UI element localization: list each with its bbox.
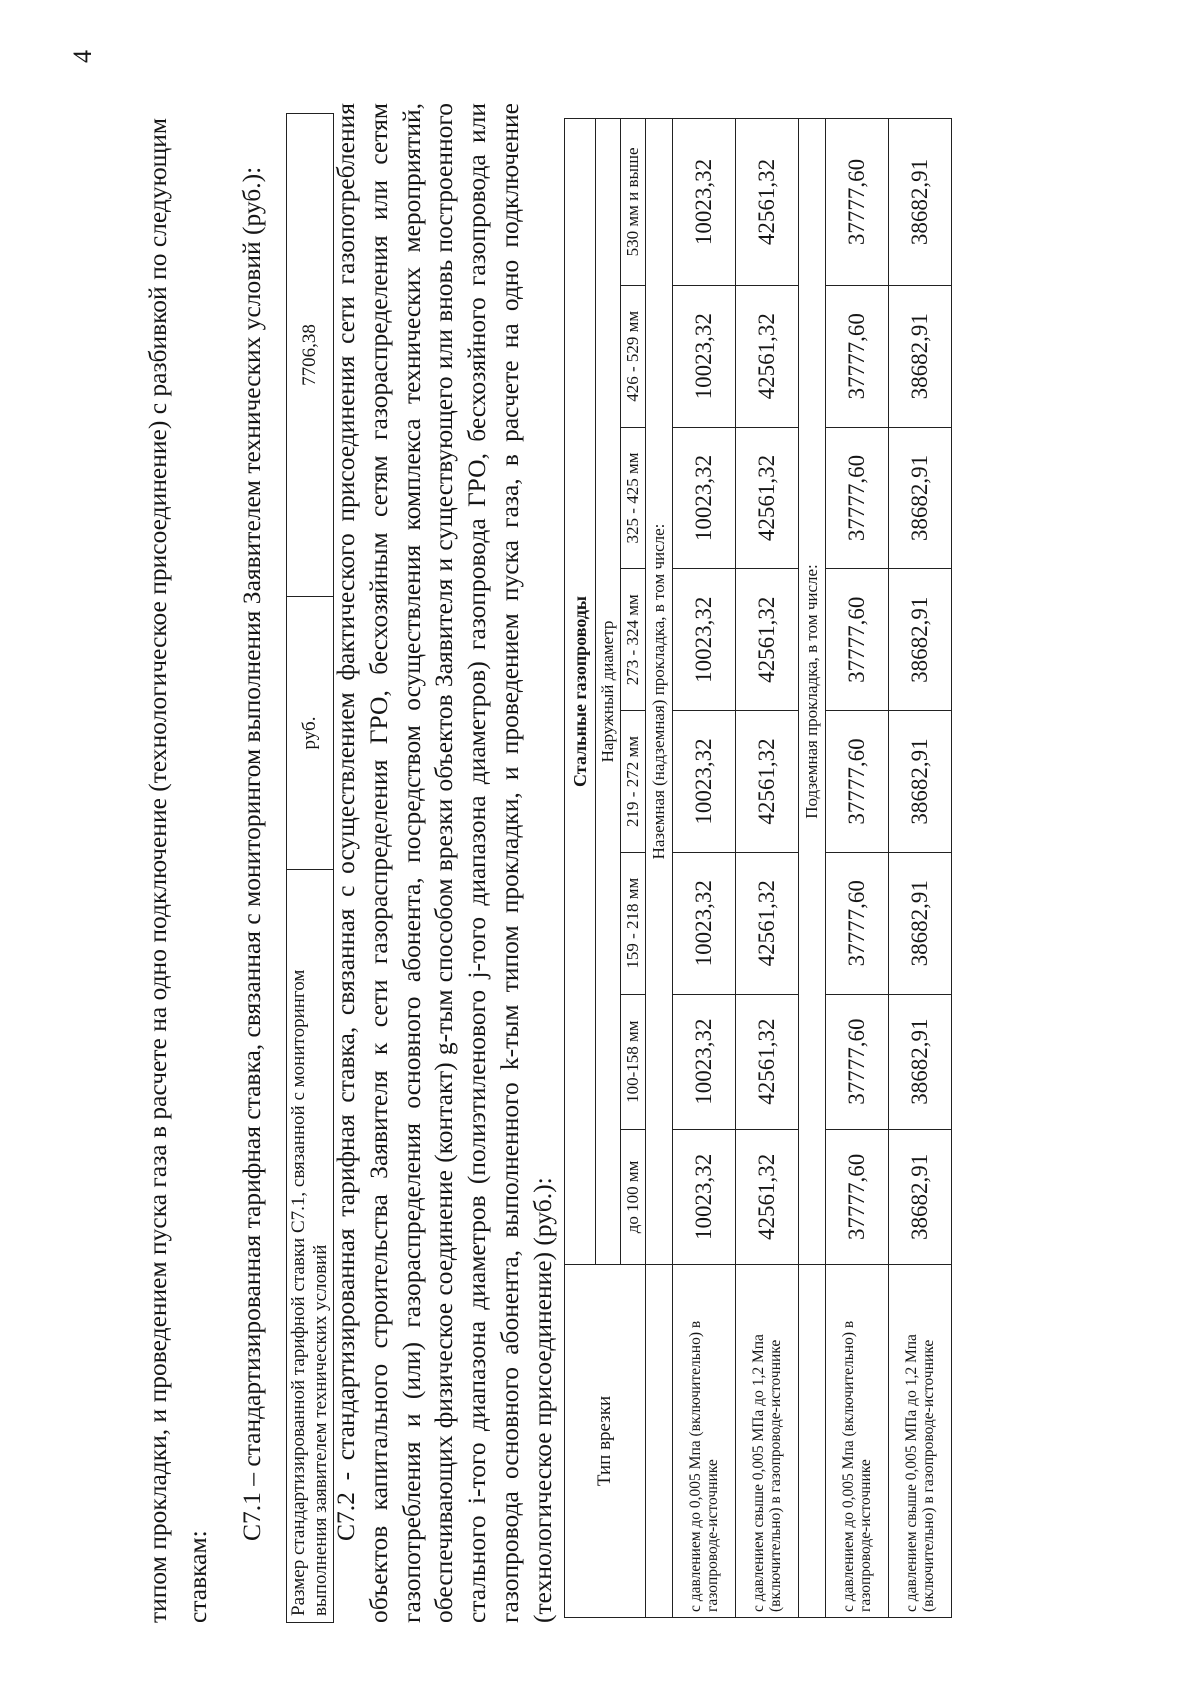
table-row <box>673 119 736 1618</box>
table-cell: 38682,91 <box>889 427 952 569</box>
diameter-header: Наружный диаметр <box>596 119 621 1265</box>
c71-description-cell: Размер стандартизированной тарифной ставки С7.1, связанной с мониторингом выполнения заявителем технических условий <box>287 870 334 1623</box>
table-cell: 37777,60 <box>826 994 889 1129</box>
table-cell: 42561,32 <box>736 994 799 1129</box>
intro-paragraph: типом прокладки, и проведением пуска газа в расчете на одно подключение (технологическое присоединение) с разбивкой по следующим ставкам: <box>143 117 212 1623</box>
column-header: 530 мм и выше <box>621 119 646 286</box>
section-row <box>646 119 673 1618</box>
section-spacer <box>799 1265 826 1618</box>
column-header: до 100 мм <box>621 1129 646 1264</box>
table-cell: 10023,32 <box>673 569 736 711</box>
table-cell: 10023,32 <box>673 119 736 286</box>
table-row <box>736 119 799 1618</box>
row-label: с давлением до 0,005 Мпа (включительно) в газопроводе-источнике <box>673 1265 736 1618</box>
steel-pipelines-table <box>564 118 952 1618</box>
table-row <box>826 119 889 1618</box>
c71-heading: С7.1 – стандартизированная тарифная ставка, связанная с мониторингом выполнения Заявителем технических условий (руб.): <box>237 166 266 1541</box>
column-header: 159 - 218 мм <box>621 852 646 994</box>
table-caption: Стальные газопроводы <box>565 119 596 1265</box>
table-cell: 42561,32 <box>736 119 799 286</box>
table-cell: 37777,60 <box>826 569 889 711</box>
section-title: Подземная прокладка, в том числе: <box>799 119 826 1265</box>
table-cell: 37777,60 <box>826 427 889 569</box>
row-label: с давлением свыше 0,005 МПа до 1,2 Мпа (включительно) в газопроводе-источнике <box>889 1265 952 1618</box>
table-cell: 38682,91 <box>889 994 952 1129</box>
table-cell: 10023,32 <box>673 994 736 1129</box>
table-cell: 38682,91 <box>889 852 952 994</box>
c71-unit-cell: руб. <box>287 597 334 870</box>
table-cell: 42561,32 <box>736 1129 799 1264</box>
row-label: с давлением до 0,005 Мпа (включительно) в газопроводе-источнике <box>826 1265 889 1618</box>
table-cell: 38682,91 <box>889 1129 952 1264</box>
column-header: 426 - 529 мм <box>621 285 646 427</box>
section-title: Наземная (надземная) прокладка, в том числе: <box>646 119 673 1265</box>
table-cell: 37777,60 <box>826 1129 889 1264</box>
section-row <box>799 119 826 1618</box>
table-cell: 38682,91 <box>889 711 952 853</box>
row-label: с давлением свыше 0,005 МПа до 1,2 Мпа (включительно) в газопроводе-источнике <box>736 1265 799 1618</box>
c71-rate-row <box>287 114 334 1623</box>
column-header: 273 - 324 мм <box>621 569 646 711</box>
table-cell: 42561,32 <box>736 569 799 711</box>
table-cell: 42561,32 <box>736 852 799 994</box>
table-cell: 38682,91 <box>889 119 952 286</box>
table-cell: 42561,32 <box>736 427 799 569</box>
column-header: 219 - 272 мм <box>621 711 646 853</box>
table-cell: 10023,32 <box>673 285 736 427</box>
column-header: 325 - 425 мм <box>621 427 646 569</box>
table-cell: 37777,60 <box>826 119 889 286</box>
table-cell: 10023,32 <box>673 427 736 569</box>
page-number: 4 <box>68 50 97 63</box>
table-cell: 42561,32 <box>736 711 799 853</box>
table-cell: 37777,60 <box>826 852 889 994</box>
c71-rate-table <box>286 113 334 1623</box>
table-cell: 38682,91 <box>889 569 952 711</box>
c71-value-cell: 7706,38 <box>287 114 334 597</box>
table-cell: 10023,32 <box>673 711 736 853</box>
table-cell: 38682,91 <box>889 285 952 427</box>
section-spacer <box>646 1265 673 1618</box>
column-header: 100-158 мм <box>621 994 646 1129</box>
type-header: Тип врезки <box>565 1265 646 1618</box>
table-cell: 10023,32 <box>673 1129 736 1264</box>
c72-paragraph: С7.2 - стандартизированная тарифная ставка, связанная с осуществлением фактического присоединения сети газопотребления объектов капитального строительства Заявителя к сети газораспределения ГРО, бесхозяйным сетям газораспределения или сетям газопотребления и (или) газораспределения основного абонента, посредством осуществления комплекса технических мероприятий, обеспечивающих физическое соединение (контакт) g-тым способом врезки объектов Заявителя и существующего или вновь построенного стального i-того диапазона диаметров (полиэтиленового j-того диапазона диаметров) газопровода ГРО, бесхозяйного газопровода или газопровода основного абонента, выполненного k-тым типом прокладки, и проведением пуска газа, в расчете на одно подключение (технологическое присоединение) (руб.): <box>331 103 557 1623</box>
table-cell: 42561,32 <box>736 285 799 427</box>
table-caption-row <box>565 119 596 1618</box>
table-cell: 37777,60 <box>826 711 889 853</box>
table-cell: 37777,60 <box>826 285 889 427</box>
table-row <box>889 119 952 1618</box>
table-cell: 10023,32 <box>673 852 736 994</box>
